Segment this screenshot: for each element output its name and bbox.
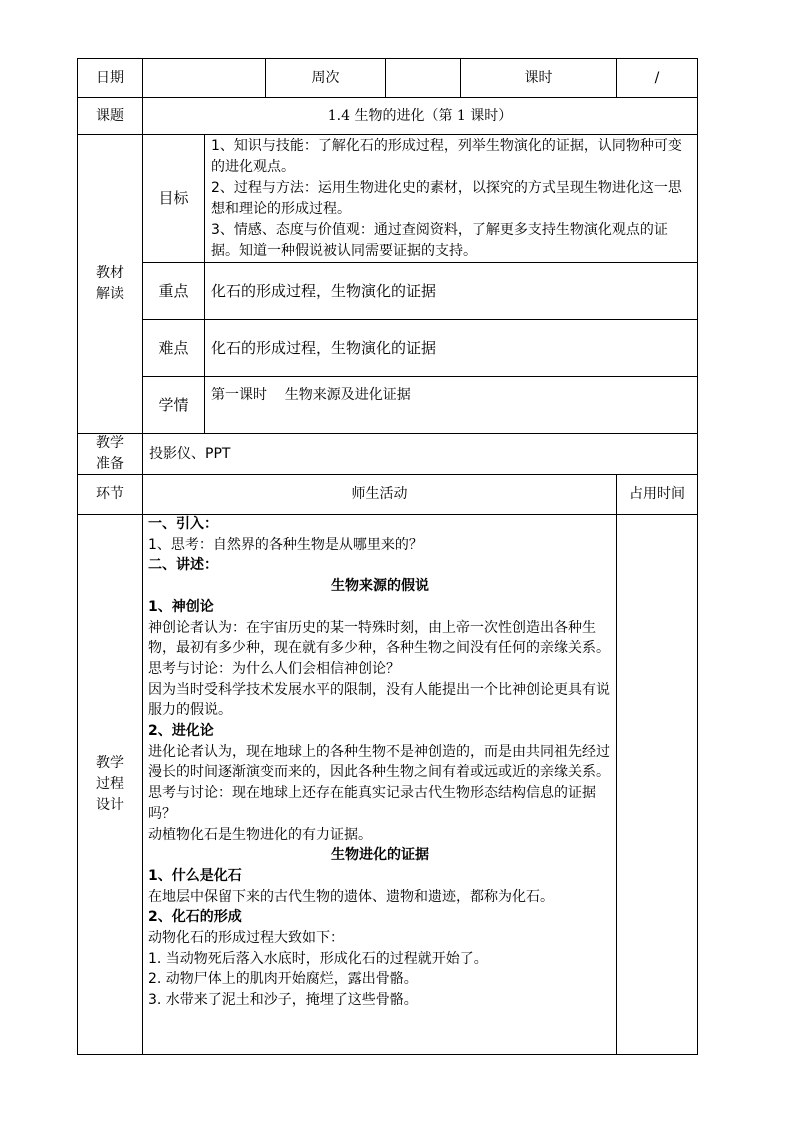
difficulty-label: 难点 xyxy=(158,338,189,357)
creationism-text: 神创论者认为：在宇宙历史的某一特殊时刻，由上帝一次性创造出各种生物，最初有多少种，现在就有多少种，各种生物之间没有任何的亲缘关系。 xyxy=(148,619,610,657)
period-value: / xyxy=(654,69,660,86)
discussion-question-1: 思考与讨论：为什么人们会相信神创论？ xyxy=(148,660,400,677)
discussion-question-2: 思考与讨论：现在地球上还存在能真实记录古代生物形态结构信息的证据吗？ xyxy=(148,785,596,822)
fossil-definition: 在地层中保留下来的古代生物的遗体、遗物和遗迹，都称为化石。 xyxy=(148,888,554,905)
stage-header: 环节 xyxy=(96,486,124,502)
period-label: 课时 xyxy=(524,69,553,86)
week-value xyxy=(386,59,460,97)
section-heading-evidence: 生物进化的证据 xyxy=(331,847,429,864)
week-label: 周次 xyxy=(311,69,340,86)
fossil-title: 1、什么是化石 xyxy=(148,867,242,884)
formation-step-2: 2. 动物尸体上的肌肉开始腐烂，露出骨骼。 xyxy=(148,971,418,988)
discussion-answer-1: 因为当时受科学技术发展水平的限制，没有人能提出一个比神创论更具有说服力的假说。 xyxy=(148,681,610,719)
activity-header: 师生活动 xyxy=(351,486,408,502)
preparation-label xyxy=(78,434,142,474)
key-label: 重点 xyxy=(158,281,189,300)
learner-label: 学情 xyxy=(158,395,189,414)
difficulty-value: 化石的形成过程，生物演化的证据 xyxy=(211,338,437,357)
formation-intro: 动物化石的形成过程大致如下： xyxy=(148,930,344,947)
process-label xyxy=(78,515,142,1054)
goals-content xyxy=(205,135,697,262)
intro-question: 1、思考：自然界的各种生物是从哪里来的？ xyxy=(148,536,423,553)
date-label: 日期 xyxy=(96,69,124,86)
key-value: 化石的形成过程，生物演化的证据 xyxy=(211,281,437,300)
process-time xyxy=(617,515,697,1054)
process-content xyxy=(148,514,612,1054)
formation-step-3: 3. 水带来了泥土和沙子，掩埋了这些骨骼。 xyxy=(148,992,418,1009)
goal-attitude: 3、情感、态度与价值观：通过查阅资料，了解更多支持生物演化观点的证据。知道一种假说被认同需要证据的支持。 xyxy=(211,222,668,259)
preparation-label-text: 教学准备 xyxy=(96,435,124,472)
learner-value: 第一课时 生物来源及进化证据 xyxy=(211,387,411,403)
time-header: 占用时间 xyxy=(629,486,685,502)
goal-knowledge: 1、知识与技能：了解化石的形成过程，列举生物演化的证据，认同物种可变的进化观点。 xyxy=(211,138,682,175)
evolutionism-title: 2、进化论 xyxy=(148,723,214,740)
material-label-text: 教材解读 xyxy=(96,265,124,302)
goals-label: 目标 xyxy=(158,189,189,207)
goal-process: 2、过程与方法：运用生物进化史的素材，以探究的方式呈现生物进化这一思想和理论的形成过程。 xyxy=(211,180,682,217)
intro-title: 一、引入： xyxy=(148,516,218,532)
section-heading-origin: 生物来源的假说 xyxy=(331,578,429,595)
evolutionism-text: 进化论者认为，现在地球上的各种生物不是神创造的，而是由共同祖先经过漫长的时间逐渐演变而来的，因此各种生物之间有着或远或近的亲缘关系。 xyxy=(148,743,610,781)
process-label-text: 教学过程设计 xyxy=(96,755,124,813)
discussion-answer-2: 动植物化石是生物进化的有力证据。 xyxy=(148,826,372,843)
material-label xyxy=(78,135,142,433)
topic-value: 1.4 生物的进化（第 1 课时） xyxy=(327,107,513,124)
formation-step-1: 1. 当动物死后落入水底时，形成化石的过程就开始了。 xyxy=(148,950,488,967)
creationism-title: 1、神创论 xyxy=(148,598,214,615)
preparation-value: 投影仪、PPT xyxy=(149,445,231,462)
topic-label: 课题 xyxy=(96,107,124,124)
formation-title: 2、化石的形成 xyxy=(148,909,242,926)
date-value xyxy=(143,59,265,97)
lecture-title: 二、讲述： xyxy=(148,557,218,574)
